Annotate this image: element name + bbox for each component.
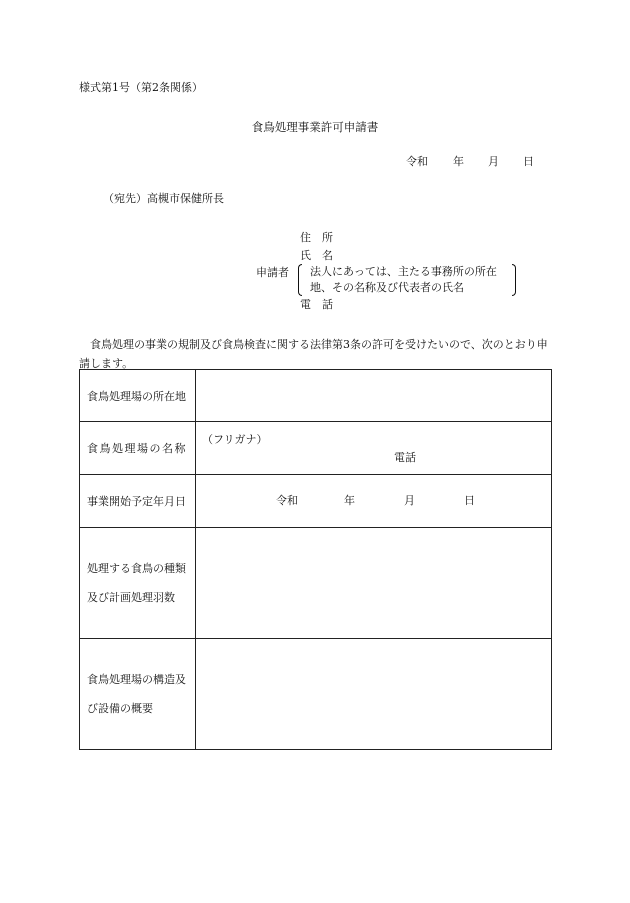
date-day: 日 bbox=[523, 155, 534, 168]
start-date-month: 月 bbox=[404, 494, 415, 507]
bird-types-label bbox=[80, 528, 196, 639]
date-year: 年 bbox=[453, 155, 464, 168]
applicant-phone-label: 電 話 bbox=[300, 298, 333, 311]
left-bracket bbox=[298, 264, 302, 296]
bird-types-label-line1: 処理する食鳥の種類 bbox=[87, 562, 186, 575]
bird-types-field[interactable] bbox=[196, 528, 552, 639]
right-bracket bbox=[512, 264, 516, 296]
corporate-note-line2: 地、その名称及び代表者の氏名 bbox=[310, 281, 464, 294]
applicant-label: 申請者 bbox=[256, 266, 289, 279]
facility-name-label: 食鳥処理場の名称 bbox=[80, 422, 196, 475]
applicant-address-label: 住 所 bbox=[300, 231, 333, 244]
application-table bbox=[79, 369, 552, 750]
facility-overview-label-line2: び設備の概要 bbox=[87, 702, 153, 715]
facility-overview-field[interactable] bbox=[196, 639, 552, 750]
date-era: 令和 bbox=[406, 155, 428, 168]
table-row bbox=[80, 370, 552, 422]
table-row bbox=[80, 475, 552, 528]
applicant-name-label: 氏 名 bbox=[300, 249, 333, 262]
furigana-label: （フリガナ） bbox=[202, 433, 268, 446]
table-row bbox=[80, 422, 552, 475]
facility-overview-label-line1: 食鳥処理場の構造及 bbox=[87, 673, 186, 686]
facility-overview-label bbox=[80, 639, 196, 750]
date-month: 月 bbox=[488, 155, 499, 168]
start-date-label: 事業開始予定年月日 bbox=[80, 475, 196, 528]
table-row bbox=[80, 639, 552, 750]
location-label: 食鳥処理場の所在地 bbox=[80, 370, 196, 422]
corporate-note-line1: 法人にあっては、主たる事務所の所在 bbox=[310, 265, 497, 278]
start-date-field[interactable] bbox=[196, 475, 552, 528]
table-row bbox=[80, 528, 552, 639]
bird-types-label-line2: 及び計画処理羽数 bbox=[87, 591, 175, 604]
start-date-day: 日 bbox=[464, 494, 475, 507]
facility-name-field[interactable] bbox=[196, 422, 552, 475]
addressee: （宛先）高槻市保健所長 bbox=[103, 192, 224, 205]
start-date-year: 年 bbox=[344, 494, 355, 507]
form-number: 様式第1号（第2条関係） bbox=[79, 81, 203, 94]
location-field[interactable] bbox=[196, 370, 552, 422]
phone-label: 電話 bbox=[394, 451, 416, 464]
start-date-era: 令和 bbox=[276, 494, 298, 507]
request-statement: 食鳥処理の事業の規制及び食鳥検査に関する法律第3条の許可を受けたいので、次のとおり申請します。 bbox=[79, 338, 548, 370]
document-title: 食鳥処理事業許可申請書 bbox=[251, 120, 379, 134]
